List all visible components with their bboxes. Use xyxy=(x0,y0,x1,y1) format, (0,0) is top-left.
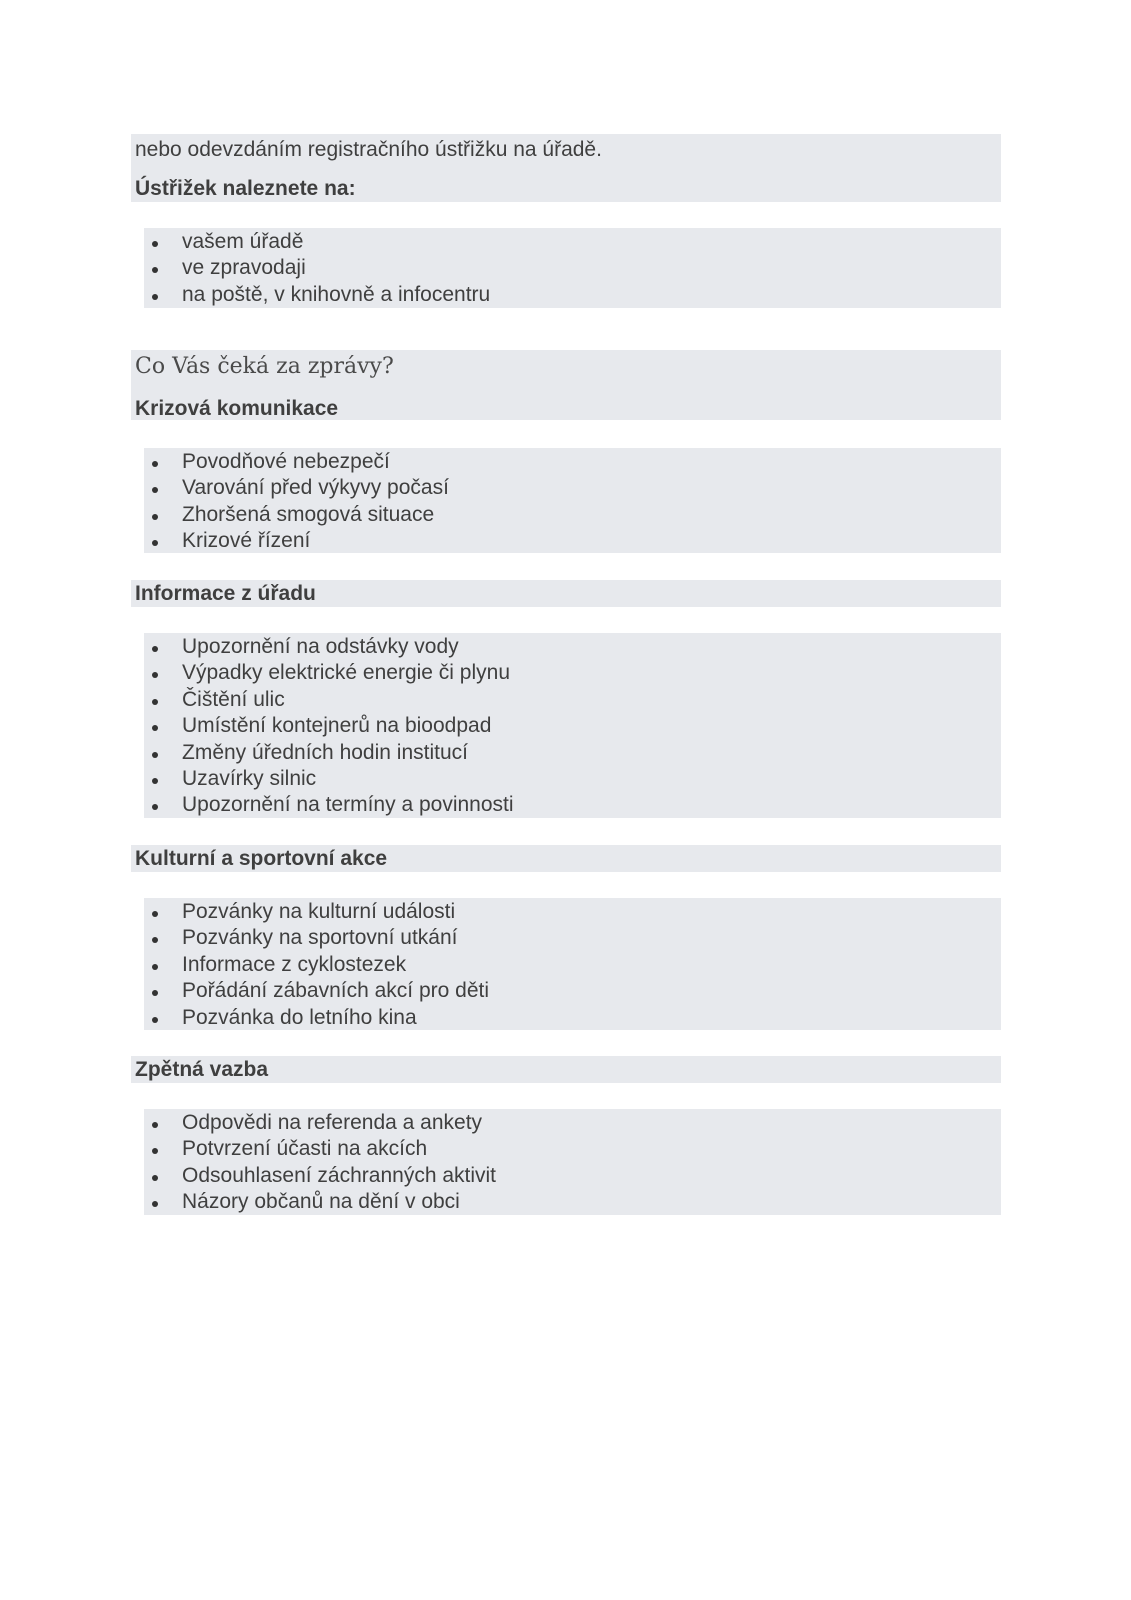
list-item: Varování před výkyvy počasí xyxy=(144,475,449,501)
list-item: Změny úředních hodin institucí xyxy=(144,740,514,766)
list-item: Čištění ulic xyxy=(144,687,514,713)
list-item: Zhoršená smogová situace xyxy=(144,502,449,528)
section-heading-informace: Informace z úřadu xyxy=(135,582,316,605)
list-item: Upozornění na odstávky vody xyxy=(144,634,514,660)
list-item: Pozvánky na kulturní události xyxy=(144,899,489,925)
list-item: Pořádání zábavních akcí pro děti xyxy=(144,978,489,1004)
list-item: ve zpravodaji xyxy=(144,255,490,281)
section-heading-zpetna: Zpětná vazba xyxy=(135,1058,269,1081)
list-item: Informace z cyklostezek xyxy=(144,952,489,978)
list-item: Povodňové nebezpečí xyxy=(144,449,449,475)
section-heading-krizova: Krizová komunikace xyxy=(135,397,339,420)
list-item: vašem úřadě xyxy=(144,229,490,255)
list-item: Krizové řízení xyxy=(144,528,449,554)
section-list-zpetna xyxy=(144,1110,496,1216)
page-title: Co Vás čeká za zprávy? xyxy=(135,354,394,379)
list-item: Umístění kontejnerů na bioodpad xyxy=(144,713,514,739)
list-item: Názory občanů na dění v obci xyxy=(144,1189,496,1215)
list-item: Výpadky elektrické energie či plynu xyxy=(144,660,514,686)
list-item: Upozornění na termíny a povinnosti xyxy=(144,792,514,818)
section-list-kulturni xyxy=(144,899,489,1031)
list-item: Odpovědi na referenda a ankety xyxy=(144,1110,496,1136)
list-item: Pozvánky na sportovní utkání xyxy=(144,925,489,951)
section-heading-kulturni: Kulturní a sportovní akce xyxy=(135,847,388,870)
intro-heading: Ústřižek naleznete na: xyxy=(135,177,356,200)
list-item: Uzavírky silnic xyxy=(144,766,514,792)
section-list-krizova xyxy=(144,449,449,555)
intro-line: nebo odevzdáním registračního ústřižku na úřadě. xyxy=(135,138,602,161)
intro-list xyxy=(144,229,490,308)
list-item: Potvrzení účasti na akcích xyxy=(144,1136,496,1162)
list-item: na poště, v knihovně a infocentru xyxy=(144,282,490,308)
section-list-informace xyxy=(144,634,514,819)
list-item: Odsouhlasení záchranných aktivit xyxy=(144,1163,496,1189)
list-item: Pozvánka do letního kina xyxy=(144,1005,489,1031)
